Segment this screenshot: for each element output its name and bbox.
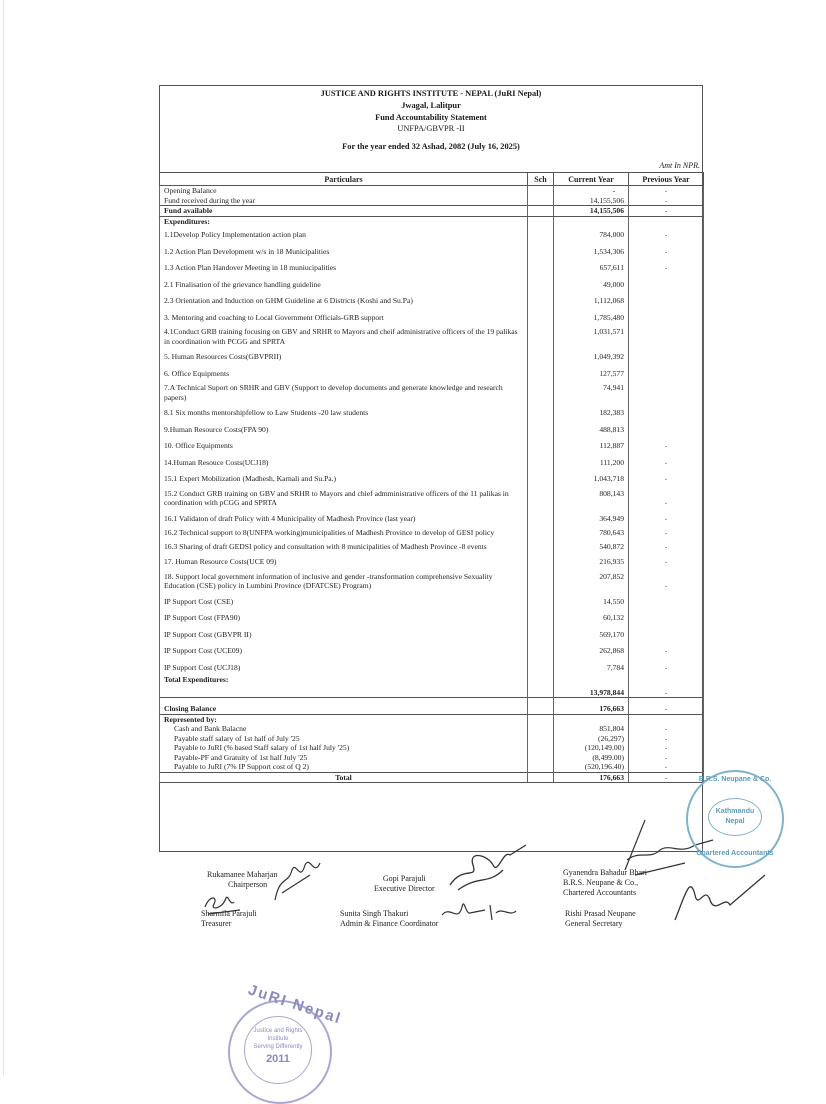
row-current: 14,550: [554, 593, 629, 610]
row-current: 1,534,306: [554, 243, 629, 260]
row-label: 9.Human Resource Costs(FPA 90): [160, 421, 528, 438]
ed-name: Gopi Parajuli: [382, 874, 426, 883]
treasurer-name: Sharmila Parajuli: [201, 909, 257, 918]
row-previous: -: [629, 540, 704, 554]
row-current: 176,663: [554, 772, 629, 783]
row-sch: [528, 437, 554, 454]
row-sch: [528, 724, 554, 734]
row-sch: [528, 743, 554, 753]
row-sch: [528, 510, 554, 527]
row-sch: [528, 243, 554, 260]
row-label: 15.1 Expert Mobilization (Madhesh, Karnali and Su.Pa.): [160, 470, 528, 487]
expenditure-row: [160, 276, 704, 293]
expenditure-row: [160, 526, 704, 540]
row-sch: [528, 404, 554, 421]
expenditure-row: [160, 642, 704, 659]
row-current: 262,868: [554, 642, 629, 659]
row-previous: [629, 404, 704, 421]
fund-available-row: [160, 206, 704, 217]
row-sch: [528, 626, 554, 643]
row-label: 4.1Conduct GRB training focusing on GBV and SRHR to Mayors and cheif administrative officers of the 19 palikas in coordination with PCGG and SPRTA: [160, 325, 528, 348]
row-label: Payable to JuRI (7% IP Support cost of Q 2): [160, 762, 528, 772]
row-current: 176,663: [554, 698, 629, 715]
row-previous: -: [629, 196, 704, 206]
page-edge: [3, 0, 4, 1076]
row-current: (26,297): [554, 734, 629, 744]
signature-executive-director-icon: [448, 845, 528, 895]
signatory-chairperson: [207, 870, 277, 890]
col-previous-year: Previous Year: [629, 173, 704, 186]
row-label: 1.2 Action Plan Development w/s in 18 Municipalities: [160, 243, 528, 260]
row-label: 14.Human Resouce Costs(UCJ18): [160, 454, 528, 471]
row-previous: [629, 381, 704, 404]
auditor-stamp-firm: B.R.S. Neupane & Co.: [698, 776, 772, 783]
row-previous: -: [629, 698, 704, 715]
row-previous: -: [629, 743, 704, 753]
row-sch: [528, 762, 554, 772]
org-address: Jwagal, Lalitpur: [401, 101, 461, 110]
row-previous: -: [629, 734, 704, 744]
row-previous: [629, 609, 704, 626]
row-label: Opening Balance: [160, 186, 528, 196]
row-previous: -: [629, 226, 704, 243]
afc-title: Admin & Finance Coordinator: [340, 919, 439, 928]
row-label: Closing Balance: [160, 698, 528, 715]
expenditure-row: [160, 593, 704, 610]
represented-row: [160, 734, 704, 744]
juri-seal-motto: Serving Differently: [253, 1044, 303, 1050]
row-current: 74,941: [554, 381, 629, 404]
row-sch: [528, 421, 554, 438]
expenditure-row: [160, 325, 704, 348]
row-label: Cash and Bank Balacne: [160, 724, 528, 734]
row-sch: [528, 226, 554, 243]
row-sch: [528, 292, 554, 309]
gs-title: General Secretary: [565, 919, 623, 928]
row-sch: [528, 470, 554, 487]
row-current: 808,143: [554, 487, 629, 510]
row-sch: [528, 325, 554, 348]
expenditure-row: [160, 292, 704, 309]
row-current: 569,170: [554, 626, 629, 643]
row-previous: -: [629, 243, 704, 260]
row-label: IP Support Cost (UCJ18): [160, 659, 528, 676]
row-label: 2.3 Orientation and Induction on GHM Guideline at 6 Districts (Koshi and Su.Pa): [160, 292, 528, 309]
gs-name: Rishi Prasad Neupane: [565, 909, 636, 918]
row-label: 15.2 Conduct GRB training on GBV and SRHR to Mayors and chief admministrative officers of the 11 palikas in coordination with pCGG and SPRTA: [160, 487, 528, 510]
represented-row: [160, 753, 704, 763]
chair-name: Rukamanee Maharjan: [207, 870, 278, 879]
row-current: 657,611: [554, 259, 629, 276]
expenditure-row: [160, 540, 704, 554]
amount-unit-note: Amt In NPR.: [659, 161, 700, 170]
auditor-firm: B.R.S. Neupane & Co.,: [563, 878, 639, 887]
fund-accountability-table: [159, 172, 704, 783]
row-current: 1,049,392: [554, 348, 629, 365]
row-label: IP Support Cost (FPA90): [160, 609, 528, 626]
row-label: 17. Human Resource Costs(UCE 09): [160, 553, 528, 570]
expenditure-row: [160, 259, 704, 276]
col-particulars: Particulars: [160, 173, 528, 186]
row-label: IP Support Cost (CSE): [160, 593, 528, 610]
row-previous: [629, 309, 704, 326]
statement-period: For the year ended 32 Ashad, 2082 (July 16, 2025): [342, 142, 520, 151]
expenditure-row: [160, 609, 704, 626]
expenditure-row: [160, 470, 704, 487]
row-previous: -: [629, 487, 704, 510]
row-sch: [528, 570, 554, 593]
signature-treasurer-icon: [200, 892, 250, 917]
row-current: (8,499.00): [554, 753, 629, 763]
row-label: 18. Support local government information of inclusive and gender -transformation comprehensive Sexuality Education (CSE) policy in Lumbini Province (DFATCSE) Program): [160, 570, 528, 593]
row-previous: -: [629, 753, 704, 763]
row-label: 2.1 Finalisation of the grievance handling guideline: [160, 276, 528, 293]
row-current: 1,031,571: [554, 325, 629, 348]
expenditure-row: [160, 553, 704, 570]
table-header-row: [160, 173, 704, 186]
treasurer-title: Treasurer: [201, 919, 232, 928]
row-current: 488,813: [554, 421, 629, 438]
row-current: 49,000: [554, 276, 629, 293]
total-row: [160, 772, 704, 783]
ed-title: Executive Director: [374, 884, 435, 893]
row-current: 1,112,068: [554, 292, 629, 309]
row-previous: -: [629, 259, 704, 276]
auditor-stamp-city: Kathmandu: [715, 808, 755, 815]
row-previous: -: [629, 642, 704, 659]
row-previous: [629, 325, 704, 348]
represented-row: [160, 762, 704, 772]
row-current: 7,784: [554, 659, 629, 676]
row-current: 111,200: [554, 454, 629, 471]
row-current: 216,935: [554, 553, 629, 570]
row-previous: [629, 365, 704, 382]
signatory-admin-finance: [340, 909, 438, 929]
row-sch: [528, 348, 554, 365]
row-label: IP Support Cost (UCE09): [160, 642, 528, 659]
row-label: 8.1 Six months mentorshipfellow to Law Students -20 law students: [160, 404, 528, 421]
row-label: 5. Human Resources Costs(GBVPRII): [160, 348, 528, 365]
row-current: (120,149.00): [554, 743, 629, 753]
row-current: 14,155,506: [554, 196, 629, 206]
juri-seal-name: JuRI Nepal: [245, 981, 345, 1028]
row-current: 182,383: [554, 404, 629, 421]
expenditure-row: [160, 421, 704, 438]
row-previous: -: [629, 526, 704, 540]
row-current: 1,043,718: [554, 470, 629, 487]
row-previous: -: [629, 510, 704, 527]
row-previous: -: [629, 570, 704, 593]
row-current: -: [554, 186, 629, 196]
row-current: 207,852: [554, 570, 629, 593]
row-sch: [528, 381, 554, 404]
row-previous: -: [629, 454, 704, 471]
row-sch: [528, 593, 554, 610]
represented-heading-row: [160, 714, 704, 724]
row-sch: [528, 276, 554, 293]
afc-name: Sunita Singh Thakuri: [340, 909, 409, 918]
row-previous: -: [629, 186, 704, 196]
expenditures-heading: Expenditures:: [160, 216, 528, 226]
auditor-stamp-country: Nepal: [725, 818, 745, 825]
row-sch: [528, 553, 554, 570]
row-sch: [528, 734, 554, 744]
col-current-year: Current Year: [554, 173, 629, 186]
represented-row: [160, 743, 704, 753]
row-label: IP Support Cost (GBVPR II): [160, 626, 528, 643]
chair-title: Chairperson: [228, 880, 268, 889]
row-sch: [528, 753, 554, 763]
row-current: 14,155,506: [554, 206, 629, 217]
auditor-stamp-title: Chartered Accountants: [696, 850, 774, 857]
signature-admin-finance-icon: [440, 895, 520, 925]
row-current: 364,949: [554, 510, 629, 527]
row-label: 6. Office Equipments: [160, 365, 528, 382]
row-previous: -: [629, 772, 704, 783]
row-label: Fund available: [160, 206, 528, 217]
expenditure-row: [160, 381, 704, 404]
row-current: 60,132: [554, 609, 629, 626]
row-sch: [528, 365, 554, 382]
expenditure-row: [160, 348, 704, 365]
row-label: 1.1Develop Policy Implementation action plan: [160, 226, 528, 243]
row-current: 780,643: [554, 526, 629, 540]
row-label: 7.A Technical Suport on SRHR and GBV (Support to develop documents and generate knowledge and research papers): [160, 381, 528, 404]
juri-seal-center: [244, 1016, 312, 1084]
row-sch: [528, 526, 554, 540]
auditor-title: Chartered Accountants: [563, 888, 637, 897]
row-previous: -: [629, 437, 704, 454]
row-label: Fund received during the year: [160, 196, 528, 206]
row-previous: [629, 421, 704, 438]
auditor-name: Gyanendra Bahadur Bhari: [563, 868, 647, 877]
signatory-executive-director: [374, 874, 435, 894]
row-previous: -: [629, 675, 704, 698]
row-current: 784,000: [554, 226, 629, 243]
row-current: (520,196.40): [554, 762, 629, 772]
expenditure-row: [160, 404, 704, 421]
auditor-stamp-center: [708, 798, 762, 836]
total-expenditures-row: [160, 675, 704, 698]
col-sch: Sch: [528, 173, 554, 186]
row-sch: [528, 540, 554, 554]
fund-received-row: [160, 196, 704, 206]
row-label: Payable staff salary of 1st half of July '25: [160, 734, 528, 744]
project-name: UNFPA/GBVPR -II: [397, 124, 465, 133]
row-sch: [528, 454, 554, 471]
row-label: Total Expenditures:: [160, 675, 528, 698]
expenditure-row: [160, 626, 704, 643]
row-previous: [629, 276, 704, 293]
row-label: 3. Mentoring and coaching to Local Government Officials-GRB support: [160, 309, 528, 326]
row-current: 112,887: [554, 437, 629, 454]
expenditure-row: [160, 659, 704, 676]
closing-balance-row: [160, 698, 704, 715]
row-label: Total: [160, 772, 528, 783]
represented-heading: Represented by:: [160, 714, 528, 724]
expenditures-heading-row: [160, 216, 704, 226]
expenditure-row: [160, 243, 704, 260]
row-previous: [629, 292, 704, 309]
row-sch: [528, 659, 554, 676]
org-name: JUSTICE AND RIGHTS INSTITUTE - NEPAL (JuRI Nepal): [320, 89, 542, 98]
row-label: 16.1 Validaton of draft Policy with 4 Municipality of Madhesh Province (last year): [160, 510, 528, 527]
row-label: Payable-PF and Gratuity of 1st half July '25: [160, 753, 528, 763]
row-sch: [528, 487, 554, 510]
row-sch: [528, 309, 554, 326]
row-label: 10. Office Equipments: [160, 437, 528, 454]
signature-general-secretary-icon: [670, 865, 770, 925]
expenditure-row: [160, 437, 704, 454]
expenditure-row: [160, 226, 704, 243]
row-previous: -: [629, 553, 704, 570]
expenditure-row: [160, 487, 704, 510]
row-previous: -: [629, 659, 704, 676]
statement-title: Fund Accountability Statement: [375, 113, 487, 122]
auditor-stamp: [686, 770, 784, 868]
opening-balance-row: [160, 186, 704, 196]
row-previous: [629, 348, 704, 365]
row-label: Payable to JuRI (% based Staff salary of 1st half July '25): [160, 743, 528, 753]
row-current: 13,978,844: [554, 675, 629, 698]
juri-seal: [228, 981, 345, 1104]
expenditure-row: [160, 510, 704, 527]
row-label: 1.3 Action Plan Handover Meeting in 18 muniucipalities: [160, 259, 528, 276]
row-previous: -: [629, 724, 704, 734]
row-current: 540,872: [554, 540, 629, 554]
row-current: 851,804: [554, 724, 629, 734]
row-sch: [528, 609, 554, 626]
signatory-general-secretary: [565, 909, 636, 929]
row-previous: -: [629, 206, 704, 217]
expenditure-row: [160, 309, 704, 326]
expenditure-row: [160, 365, 704, 382]
row-label: 16.3 Sharing of draft GEDSI policy and consultation with 8 municipalities of Madhesh Province -8 events: [160, 540, 528, 554]
expenditure-row: [160, 570, 704, 593]
row-previous: -: [629, 762, 704, 772]
row-sch: [528, 642, 554, 659]
row-sch: [528, 259, 554, 276]
juri-seal-org: Justice and Rights Institute: [253, 1028, 303, 1042]
row-previous: [629, 626, 704, 643]
row-current: 1,785,480: [554, 309, 629, 326]
row-label: 16.2 Technical support to 8(UNFPA working)municipalities of Madhesh Province to develop of GESI policy: [160, 526, 528, 540]
represented-row: [160, 724, 704, 734]
juri-seal-year: 2011: [266, 1053, 290, 1065]
row-previous: [629, 593, 704, 610]
row-previous: -: [629, 470, 704, 487]
signature-chairperson-icon: [270, 855, 330, 905]
expenditure-row: [160, 454, 704, 471]
row-current: 127,577: [554, 365, 629, 382]
